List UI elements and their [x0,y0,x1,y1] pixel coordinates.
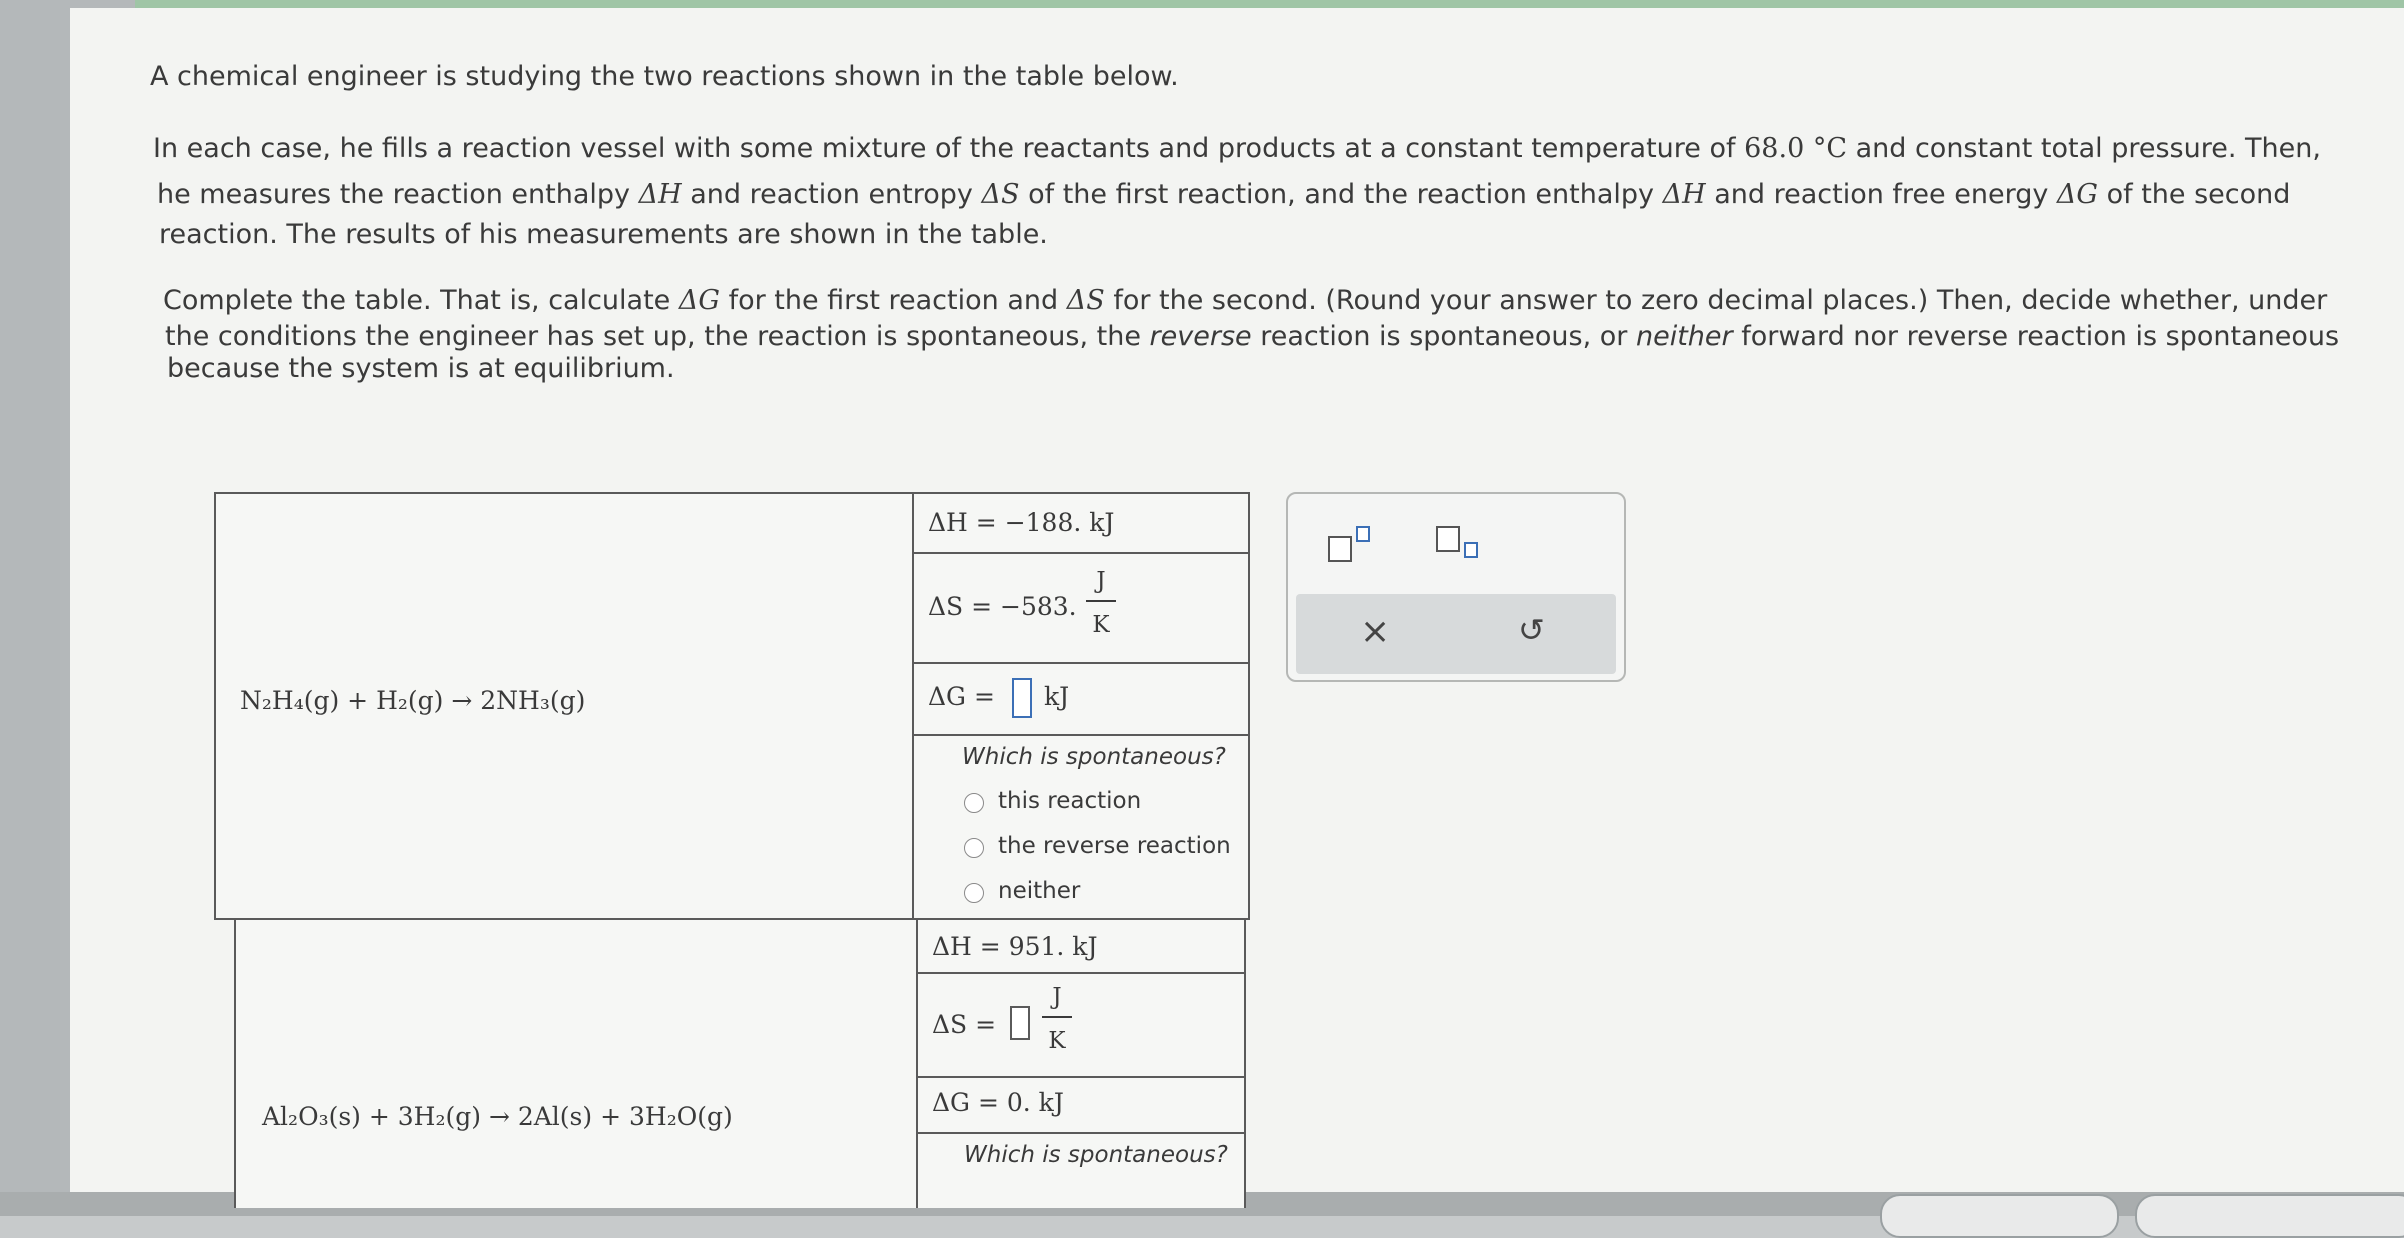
reaction2-dH-cell [916,918,1246,974]
measurement-paragraph-line2: he measures the reaction enthalpy ΔH and reaction entropy ΔS of the first reaction, and the reaction enthalpy ΔH and reaction free energy ΔG of the second [157,179,2291,210]
reaction1-equation-cell [214,492,914,920]
reaction2-dS-unit-den: K [1048,1028,1066,1054]
reaction2-dS-cell [916,974,1246,1078]
reaction1-dS-unit-num: J [1096,568,1106,594]
reaction1-question: Which is spontaneous? [962,744,1226,770]
toolbox-actions [1296,594,1616,674]
reaction1-dS-unit-den: K [1092,612,1110,638]
reaction2-equation-cell [234,918,918,1208]
reaction1-dG-cell [912,664,1250,736]
reaction1-option-neither[interactable]: neither [998,878,1081,904]
reaction2-equation: Al₂O₃(s) + 3H₂(g) → 2Al(s) + 3H₂O(g) [262,1102,733,1131]
instructions-line1: Complete the table. That is, calculate ΔG for the first reaction and ΔS for the second. (Round your answer to zero decimal places.) Then, decide whether, under [163,285,2328,316]
subscript-sub-box [1464,542,1478,558]
subscript-base-box [1436,526,1460,552]
reaction2-dS-label: ΔS = [932,1010,997,1039]
reaction1-option-reverse[interactable]: the reverse reaction [998,833,1231,859]
clear-icon[interactable]: × [1360,611,1391,652]
reaction2-question: Which is spontaneous? [964,1142,1228,1168]
superscript-icon[interactable] [1328,526,1374,562]
reaction1-dG-input[interactable] [1012,678,1032,718]
reaction1-fraction-bar [1086,600,1116,602]
superscript-exp-box [1356,526,1370,542]
subscript-icon[interactable] [1436,526,1482,562]
reaction2-fraction-bar [1042,1016,1072,1018]
measurement-paragraph: In each case, he fills a reaction vessel with some mixture of the reactants and products at a constant temperature of 68.0 °C and constant total pressure. Then, [153,133,2321,164]
reaction1-radio-neither[interactable] [964,883,984,903]
reaction1-dG-unit: kJ [1044,682,1070,711]
superscript-base-box [1328,536,1352,562]
reaction2-dS-input[interactable] [1010,1006,1030,1040]
reaction2-dG-cell [916,1078,1246,1134]
reaction1-dS: ΔS = −583. [928,592,1077,621]
instructions-line3: because the system is at equilibrium. [167,353,675,384]
reaction1-radio-reverse[interactable] [964,838,984,858]
undo-icon[interactable]: ↺ [1518,611,1545,649]
reaction1-spontaneity-cell [912,736,1250,920]
reaction1-dS-cell [912,554,1250,664]
reaction2-spontaneity-cell [916,1134,1246,1208]
reaction2-dG: ΔG = 0. kJ [932,1088,1064,1117]
reaction2-dH: ΔH = 951. kJ [932,932,1098,961]
reaction1-dH: ΔH = −188. kJ [928,508,1115,537]
footer-button-1[interactable] [1880,1194,2119,1238]
reaction2-dS-unit-num: J [1052,984,1062,1010]
footer-button-2[interactable] [2135,1194,2404,1238]
reaction1-option-this[interactable]: this reaction [998,788,1142,814]
reaction1-equation: N₂H₄(g) + H₂(g) → 2NH₃(g) [240,686,586,715]
intro-text: A chemical engineer is studying the two reactions shown in the table below. [150,61,1179,92]
measurement-paragraph-line3: reaction. The results of his measurements are shown in the table. [159,219,1048,250]
reaction1-radio-this[interactable] [964,793,984,813]
instructions-line2: the conditions the engineer has set up, the reaction is spontaneous, the reverse reaction is spontaneous, or neither forward nor reverse reaction is spontaneous [165,321,2340,352]
reaction1-dH-cell [912,492,1250,554]
reaction1-dG-label: ΔG = [928,682,995,711]
